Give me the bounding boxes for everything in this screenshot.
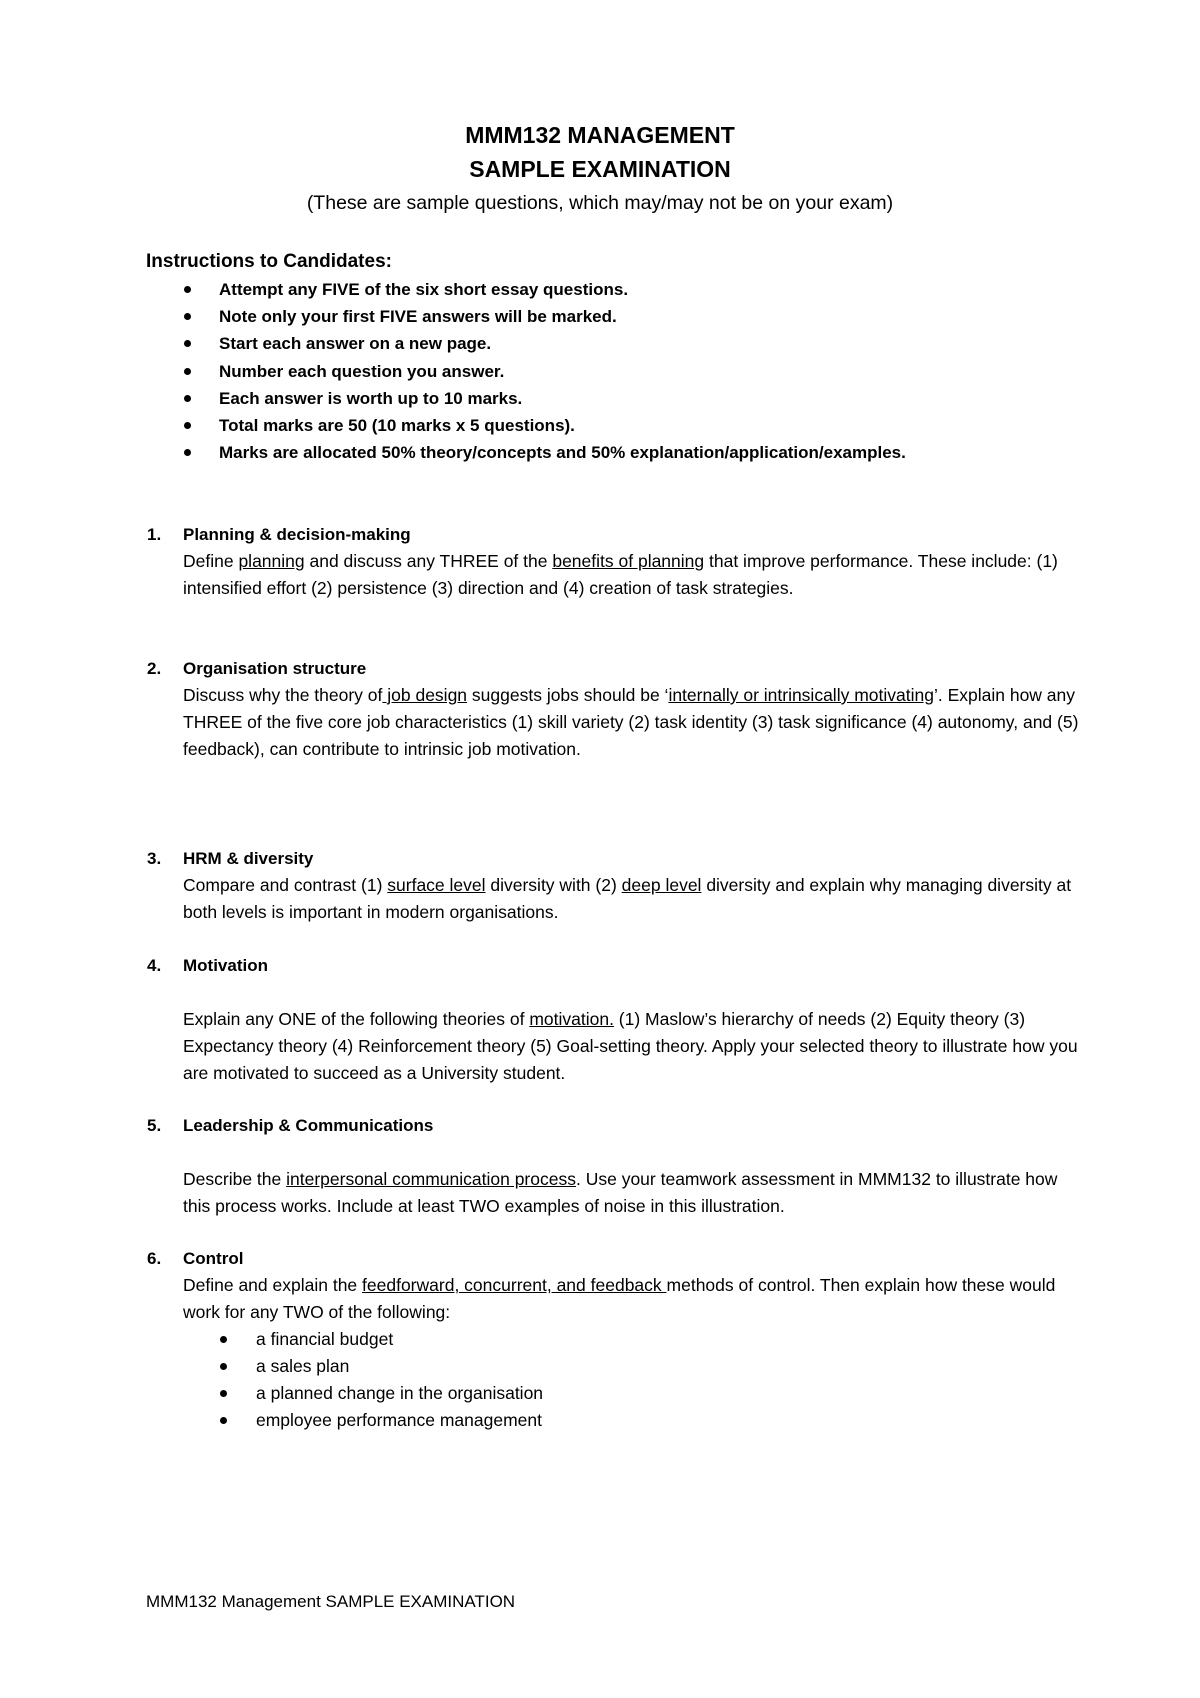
question-number: 5. [147,1116,162,1135]
bullet-icon [220,1336,227,1343]
question-title: Control [183,1249,244,1268]
question-text: Explain any ONE of the following theories of motivation. (1) Maslow’s hierarchy of needs (2) Equity theory (3) Expectancy theory (4) Reinforcement theory (5) Goal-setting theory. Apply your selected theory to illustrate how you are motivated to succeed as a University student. [183,1009,1078,1083]
underlined-term: planning [238,551,305,571]
list-item: a financial budget [183,1326,1088,1353]
question-number: 4. [147,956,162,975]
bullet-icon [184,422,191,429]
instruction-item: Number each question you answer. [146,358,1106,385]
bullet-icon [220,1363,227,1370]
bullet-icon [184,313,191,320]
underlined-term: surface level [387,875,486,895]
question-4 [147,952,1088,1087]
question-6 [147,1245,1088,1434]
question-heading [147,952,1088,979]
list-item: a sales plan [183,1353,1088,1380]
page-footer: MMM132 Management SAMPLE EXAMINATION [146,1592,516,1611]
question-number: 2. [147,659,162,678]
question-text: Describe the interpersonal communication process. Use your teamwork assessment in MMM132 to illustrate how this process works. Include at least TWO examples of noise in this illustration. [183,1169,1058,1216]
question-5 [147,1112,1088,1220]
question-text: Define planning and discuss any THREE of the benefits of planning that improve performance. These include: (1) intensified effort (2) persistence (3) direction and (4) creation of task strategies. [183,551,1058,598]
exam-note: (These are sample questions, which may/may not be on your exam) [306,192,894,214]
bullet-icon [184,395,191,402]
instruction-item: Marks are allocated 50% theory/concepts and 50% explanation/application/examples. [146,439,1106,466]
instructions-title: Instructions to Candidates: [146,251,392,272]
list-item: a planned change in the organisation [183,1380,1088,1407]
exam-header [0,118,1200,220]
instructions-section [146,248,1106,466]
question-heading [147,655,1088,682]
course-title: MMM132 MANAGEMENT [465,122,735,148]
underlined-term: interpersonal communication process [286,1169,576,1189]
underlined-term: motivation. [529,1009,614,1029]
question-title: HRM & diversity [183,849,314,868]
question-1 [147,521,1088,602]
control-examples-list [183,1326,1088,1434]
underlined-term: feedforward, concurrent, and feedback [362,1275,667,1295]
question-text: Discuss why the theory of job design suggests jobs should be ‘internally or intrinsically motivating’. Explain how any THREE of the five core job characteristics (1) skill variety (2) task identity (3) task significance (4) autonomy, and (5) feedback), can contribute to intrinsic job motivation. [183,685,1079,759]
instruction-item: Start each answer on a new page. [146,330,1106,357]
instruction-item: Total marks are 50 (10 marks x 5 questions). [146,412,1106,439]
question-text: Compare and contrast (1) surface level diversity with (2) deep level diversity and explain why managing diversity at both levels is important in modern organisations. [183,875,1072,922]
list-item: employee performance management [183,1407,1088,1434]
instructions-list [146,276,1106,466]
question-text: Define and explain the feedforward, concurrent, and feedback methods of control. Then explain how these would work for any TWO of the following: [183,1275,1056,1322]
bullet-icon [184,449,191,456]
bullet-icon [184,340,191,347]
question-number: 1. [147,525,162,544]
question-number: 6. [147,1249,162,1268]
instruction-item: Note only your first FIVE answers will be marked. [146,303,1106,330]
underlined-term: deep level [621,875,702,895]
question-number: 3. [147,849,162,868]
underlined-term: benefits of planning [552,551,705,571]
instruction-item: Each answer is worth up to 10 marks. [146,385,1106,412]
question-heading [147,845,1088,872]
bullet-icon [220,1417,227,1424]
underlined-term: internally or intrinsically motivating [668,685,934,705]
question-heading [147,1245,1088,1272]
bullet-icon [220,1390,227,1397]
question-title: Planning & decision-making [183,525,411,544]
question-heading [147,521,1088,548]
underlined-term: job design [382,685,468,705]
bullet-icon [184,368,191,375]
question-title: Motivation [183,956,268,975]
question-2 [147,655,1088,763]
question-title: Organisation structure [183,659,367,678]
exam-title: SAMPLE EXAMINATION [469,156,731,182]
bullet-icon [184,286,191,293]
question-title: Leadership & Communications [183,1116,434,1135]
question-3 [147,845,1088,926]
instruction-item: Attempt any FIVE of the six short essay questions. [146,276,1106,303]
question-heading [147,1112,1088,1139]
